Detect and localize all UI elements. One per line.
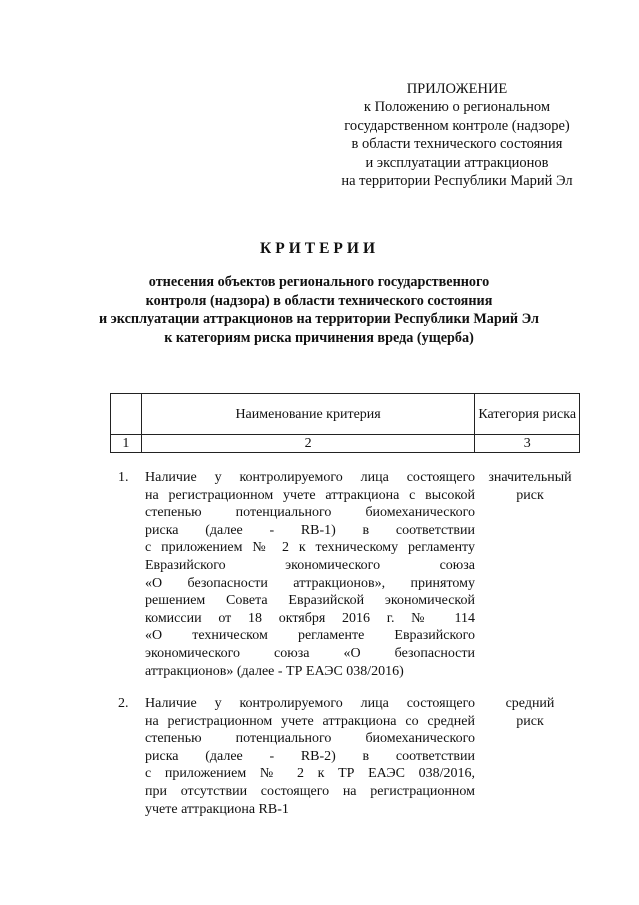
column-number: 3 [475,435,580,453]
criterion-line: решением Совета Евразийской экономической [145,593,475,609]
criterion-line: с приложением № 2 к ТР ЕАЭС 038/2016, [145,766,475,782]
appendix-line: в области технического состояния [351,136,563,153]
criterion-line: экономического союза «О безопасности [145,645,475,661]
criterion-line: при отсутствии состоящего на регистрационном [145,783,475,799]
criterion-line: риска (далее - RB-1) в соответствии [145,522,475,538]
risk-label: средний [505,696,555,711]
appendix-heading [322,80,592,190]
criterion-line: степенью потенциального биомеханического [145,731,475,747]
table-column-numbers-row [111,435,580,453]
criterion-line: Наличие у контролируемого лица состоящего [145,470,475,485]
criterion-line: «О техническом регламенте Евразийского [145,628,475,644]
criterion-text [145,469,475,680]
subtitle-line: и эксплуатации аттракционов на территории Республики Марий Эл [98,311,540,327]
header-cell-criterion-name: Наименование критерия [141,394,475,435]
appendix-line: государственном контроле (надзоре) [344,117,570,134]
criterion-line: аттракционов» (далее - ТР ЕАЭС 038/2016) [145,663,404,679]
criterion-line: учете аттракциона RB-1 [145,801,289,817]
document-subtitle [60,273,578,347]
criterion-number: 1. [118,470,129,485]
document-title: КРИТЕРИИ [259,240,380,257]
risk-label: значительный [488,470,572,485]
column-number: 2 [141,435,475,453]
subtitle-line: контроля (надзора) в области технического состояния [145,292,493,309]
criterion-line: на регистрационном учете аттракциона со средней [145,713,475,729]
criterion-line: на регистрационном учете аттракциона с высокой [145,487,475,503]
appendix-line: на территории Республики Марий Эл [341,173,573,190]
column-number: 1 [111,435,142,453]
risk-label: риск [516,713,544,729]
subtitle-line: отнесения объектов регионального государственного [148,274,490,290]
header-cell-risk-category: Категория риска [475,394,580,435]
header-cell-number [111,394,142,435]
criterion-line: степенью потенциального биомеханического [145,505,475,521]
criterion-line: Наличие у контролируемого лица состоящего [145,696,475,711]
risk-category [480,469,580,504]
appendix-title: ПРИЛОЖЕНИЕ [406,81,508,97]
appendix-line: и эксплуатации аттракционов [365,154,549,171]
criterion-line: комиссии от 18 октября 2016 г. № 114 [145,610,475,626]
criterion-line: Евразийского экономического союза [145,557,475,573]
criterion-number: 2. [118,696,129,711]
risk-category [480,695,580,730]
criterion-line: риска (далее - RB-2) в соответствии [145,748,475,764]
criteria-table-header [110,393,580,453]
criterion-line: с приложением № 2 к техническому регламенту [145,540,475,556]
appendix-line: к Положению о региональном [363,99,551,116]
criterion-text [145,695,475,818]
risk-label: риск [516,487,544,503]
subtitle-line: к категориям риска причинения вреда (ущерба) [164,329,474,346]
table-header-row [111,394,580,435]
criterion-line: «О безопасности аттракционов», принятому [145,575,475,591]
